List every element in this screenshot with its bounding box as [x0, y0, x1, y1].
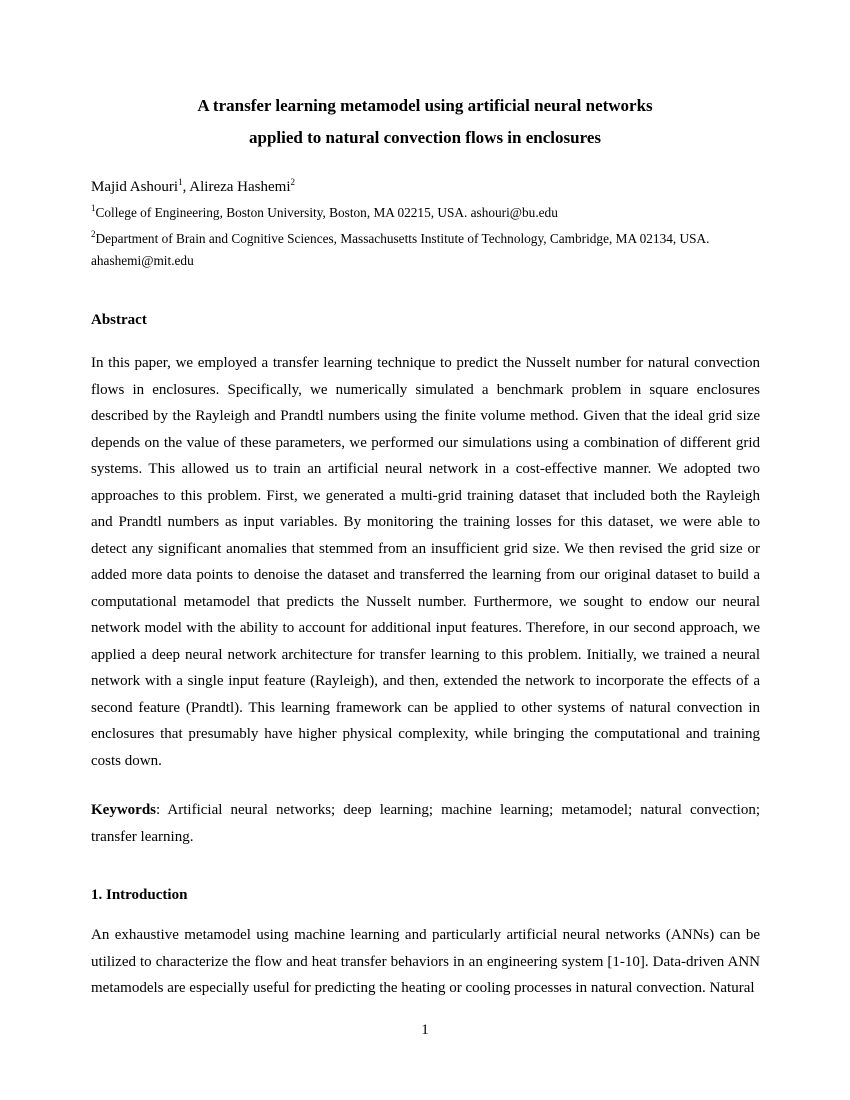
keywords-paragraph: [91, 797, 760, 850]
author-affiliation-marker: 1: [178, 177, 183, 187]
affiliation-marker: 2: [91, 229, 96, 239]
author-affiliation-marker: 2: [290, 177, 295, 187]
paper-title: [0, 90, 850, 154]
affiliation-marker: 1: [91, 203, 96, 213]
introduction-heading: 1. Introduction: [91, 887, 188, 903]
author-list: [91, 176, 295, 198]
affiliation-2: [91, 228, 771, 272]
affiliation-1: [91, 202, 558, 224]
keywords-label: Keywords: [91, 802, 156, 818]
page-number: 1: [421, 1022, 429, 1038]
author-name: Majid Ashouri: [91, 179, 179, 195]
author-name: Alireza Hashemi: [189, 179, 291, 195]
introduction-body: An exhaustive metamodel using machine learning and particularly artificial neural networks (ANNs) can be utilized to characterize the flow and heat transfer behaviors in an engineering system [1-10]. Data-driven ANN metamodels are especially useful for predicting the heating or cooling processes in natural convection. Natural: [91, 927, 760, 996]
abstract-heading: Abstract: [91, 312, 147, 328]
keywords-text: : Artificial neural networks; deep learning; machine learning; metamodel; natural convection; transfer learning.: [91, 802, 760, 845]
author-separator: ,: [182, 179, 190, 195]
title-line-2: applied to natural convection flows in enclosures: [249, 128, 601, 147]
affiliation-text: Department of Brain and Cognitive Sciences, Massachusetts Institute of Technology, Cambridge, MA 02134, USA. ahashemi@mit.edu: [91, 231, 710, 268]
title-line-1: A transfer learning metamodel using artificial neural networks: [197, 96, 653, 115]
abstract-body: In this paper, we employed a transfer learning technique to predict the Nusselt number for natural convection flows in enclosures. Specifically, we numerically simulated a benchmark problem in square enclosures described by the Rayleigh and Prandtl numbers using the finite volume method. Given that the ideal grid size depends on the value of these parameters, we performed our simulations using a combination of different grid systems. This allowed us to train an artificial neural network in a cost-effective manner. We adopted two approaches to this problem. First, we generated a multi-grid training dataset that included both the Rayleigh and Prandtl numbers as input variables. By monitoring the training losses for this dataset, we were able to detect any significant anomalies that stemmed from an insufficient grid size. We then revised the grid size or added more data points to denoise the dataset and transferred the learning from our original dataset to build a computational metamodel that predicts the Nusselt number. Furthermore, we sought to endow our neural network model with the ability to account for additional input features. Therefore, in our second approach, we applied a deep neural network architecture for transfer learning to this problem. Initially, we trained a neural network with a single input feature (Rayleigh), and then, extended the network to incorporate the effects of a second feature (Prandtl). This learning framework can be applied to other systems of natural convection in enclosures that presumably have higher physical complexity, while bringing the computational and training costs down.: [91, 355, 760, 769]
affiliation-text: College of Engineering, Boston University, Boston, MA 02215, USA. ashouri@bu.edu: [95, 205, 558, 220]
